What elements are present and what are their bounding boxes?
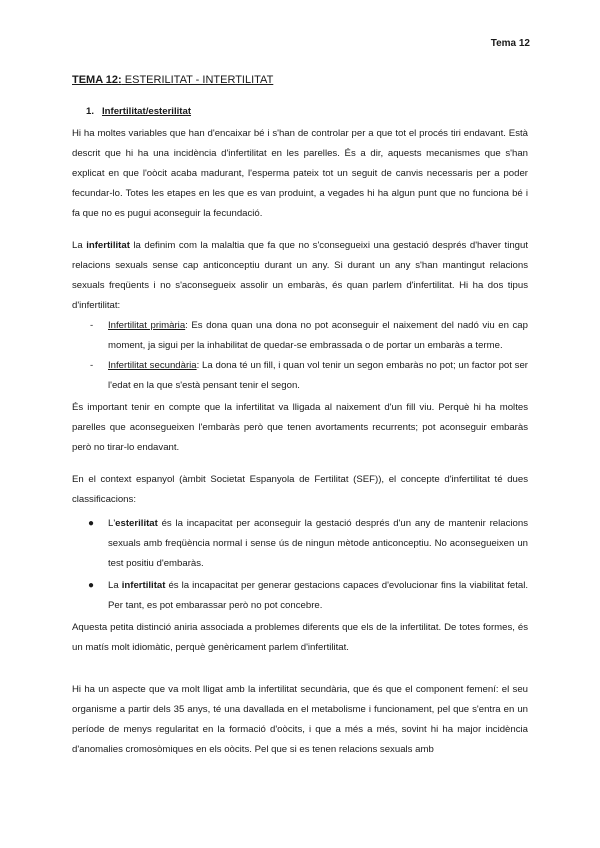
definition-prefix: La xyxy=(72,240,87,251)
title-text: ESTERILITAT - INTERTILITAT xyxy=(121,74,274,86)
paragraph-live-birth: És important tenir en compte que la infertilitat va lligada al naixement d'un fill viu. Perquè hi ha moltes parelles que aconsegueixen l'embaràs però que tenen avortaments recurrents; pot aconseguir embaràs però no tirar-lo endavant. xyxy=(72,402,528,453)
classification-prefix: La xyxy=(108,580,122,591)
classification-text: és la incapacitat per aconseguir la gestació després d'un any de mantenir relacions sexuals amb freqüència normal i sense ús de ningun mètode anticonceptiu. No aconsegueixen un test positiu d'embaràs. xyxy=(108,518,528,569)
bullet-icon: ● xyxy=(88,580,95,591)
paragraph-age-factor: Hi ha un aspecte que va molt lligat amb la infertilitat secundària, que és que el component femení: el seu organisme a partir dels 35 anys, té una davallada en el metabolisme i funcionament, pel que s'entra en un període de menys regularitat en la formació d'oòcits, i que a més a més, sovint hi ha major incidència d'anomalies cromosòmiques en els oòcits. Pel que si es tenen relacions sexuals amb xyxy=(72,684,528,755)
type-term: Infertilitat secundària xyxy=(108,360,197,371)
definition-term: infertilitat xyxy=(86,240,130,251)
classification-prefix: L' xyxy=(108,518,116,529)
list-item xyxy=(72,316,528,356)
paragraph-definition xyxy=(72,236,528,316)
classification-term: esterilitat xyxy=(115,518,158,529)
classification-text: és la incapacitat per generar gestacions capaces d'evolucionar fins la viabilitat fetal. Per tant, es pot embarassar però no pot concebre. xyxy=(108,580,528,611)
section-heading xyxy=(86,102,528,122)
type-text: : La dona té un fill, i quan vol tenir un segon embaràs no pot; un factor pot ser l'edat en la que s'està pensant tenir el segon. xyxy=(108,360,528,391)
document-title xyxy=(72,70,528,90)
list-item xyxy=(72,356,528,396)
list-item xyxy=(72,514,528,574)
dash-marker: - xyxy=(90,360,94,371)
section-number: 1. xyxy=(86,106,95,117)
paragraph-distinction: Aquesta petita distinció aniria associada a problemes diferents que els de la infertilitat. De totes formes, és un matís molt idiomàtic, perquè genèricament parlem d'infertilitat. xyxy=(72,622,528,653)
types-list xyxy=(72,316,528,396)
header-topic: Tema 12 xyxy=(490,38,530,49)
paragraph-intro: Hi ha moltes variables que han d'encaixar bé i s'han de controlar per a que tot el procés tiri endavant. Està descrit que hi ha una incidència d'infertilitat en les parelles. És a dir, aquests mecanismes que s'han explicat en que l'oòcit acaba madurant, l'esperma pateix tot un seguit de canvis necessaris per a poder fecundar-lo. Totes les etapes en les que es van produint, a vegades hi ha algun punt que no funciona bé i fa que no es pugui aconseguir la fecundació. xyxy=(72,128,528,219)
dash-marker: - xyxy=(90,320,94,331)
bullet-icon: ● xyxy=(88,518,95,529)
type-term: Infertilitat primària xyxy=(108,320,186,331)
section-title: Infertilitat/esterilitat xyxy=(102,106,192,117)
classification-list xyxy=(72,514,528,616)
title-number: TEMA 12: xyxy=(72,74,122,86)
definition-text: la definim com la malaltia que fa que no s'consegueixi una gestació després d'haver tingut relacions sexuals sense cap anticonceptiu durant un any. Si durant un any s'han mantingut relacions sexuals freqüents i no s'aconsegueix assolir un embaràs, és quan parlem d'infertilitat. Hi ha dos tipus d'infertilitat: xyxy=(72,240,529,311)
classification-term: infertilitat xyxy=(121,580,166,591)
list-item xyxy=(72,576,528,616)
type-text: : Es dona quan una dona no pot aconseguir el naixement del nadó viu en cap moment, ja sigui per la inhabilitat de quedar-se embrassada o de portar un embaràs a terme. xyxy=(108,320,528,351)
paragraph-sef-context: En el context espanyol (àmbit Societat Espanyola de Fertilitat (SEF)), el concepte d'infertilitat té dues classificacions: xyxy=(72,474,528,505)
document-body xyxy=(72,70,528,772)
